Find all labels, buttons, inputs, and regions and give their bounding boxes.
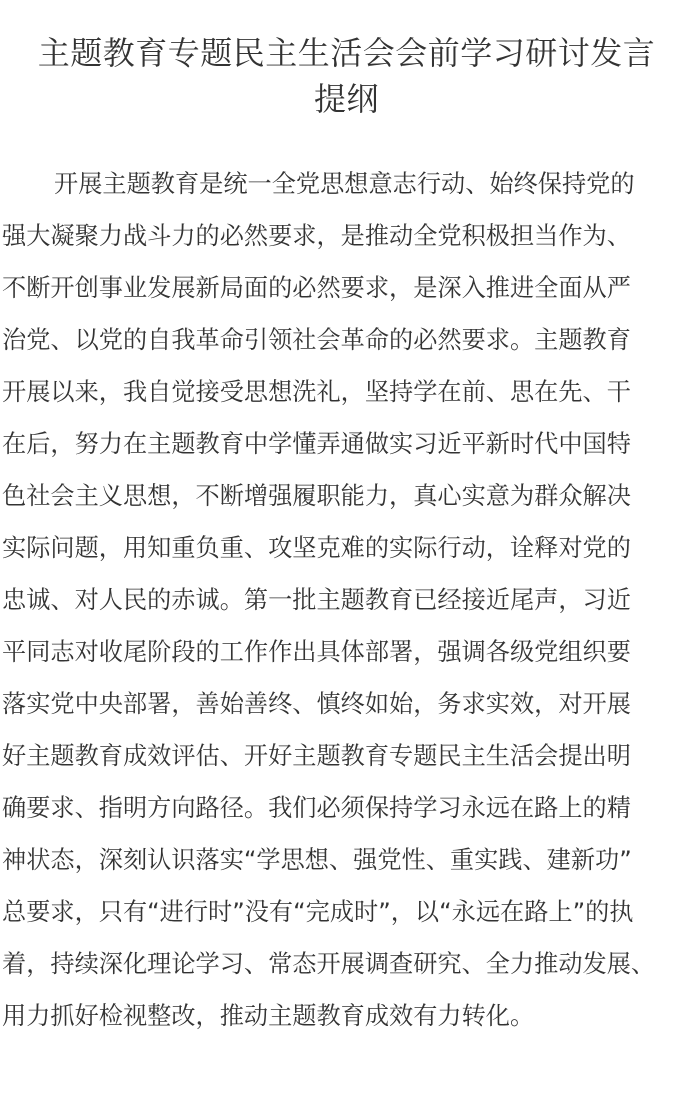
body-line: 总要求，只有“进行时”没有“完成时”，以“永远在路上”的执 xyxy=(2,898,634,926)
body-line: 开展主题教育是统一全党思想意志行动、始终保持党的 xyxy=(54,170,635,198)
body-line: 治党、以党的自我革命引领社会革命的必然要求。主题教育 xyxy=(2,326,631,354)
body-line: 用力抓好检视整改，推动主题教育成效有力转化。 xyxy=(2,1002,535,1030)
title-line-1: 主题教育专题民主生活会会前学习研讨发言 xyxy=(37,34,656,72)
body-line: 着，持续深化理论学习、常态开展调查研究、全力推动发展、 xyxy=(2,950,656,978)
document-body-paragraph xyxy=(2,158,693,1042)
title-line-2: 提纲 xyxy=(313,80,379,118)
body-line: 不断开创事业发展新局面的必然要求，是深入推进全面从严 xyxy=(2,274,631,302)
body-line: 忠诚、对人民的赤诚。第一批主题教育已经接近尾声，习近 xyxy=(2,586,631,614)
body-line: 好主题教育成效评估、开好主题教育专题民主生活会提出明 xyxy=(2,742,631,770)
body-line: 色社会主义思想，不断增强履职能力，真心实意为群众解决 xyxy=(2,482,631,510)
body-line: 实际问题，用知重负重、攻坚克难的实际行动，诠释对党的 xyxy=(2,534,631,562)
document-title xyxy=(0,30,693,122)
body-line: 在后，努力在主题教育中学懂弄通做实习近平新时代中国特 xyxy=(2,430,631,458)
body-line: 神状态，深刻认识落实“学思想、强党性、重实践、建新功” xyxy=(2,846,632,874)
body-line: 平同志对收尾阶段的工作作出具体部署，强调各级党组织要 xyxy=(2,638,631,666)
body-line: 落实党中央部署，善始善终、慎终如始，务求实效，对开展 xyxy=(2,690,631,718)
body-line: 强大凝聚力战斗力的必然要求，是推动全党积极担当作为、 xyxy=(2,222,631,250)
body-line: 开展以来，我自觉接受思想洗礼，坚持学在前、思在先、干 xyxy=(2,378,631,406)
body-line: 确要求、指明方向路径。我们必须保持学习永远在路上的精 xyxy=(2,794,631,822)
